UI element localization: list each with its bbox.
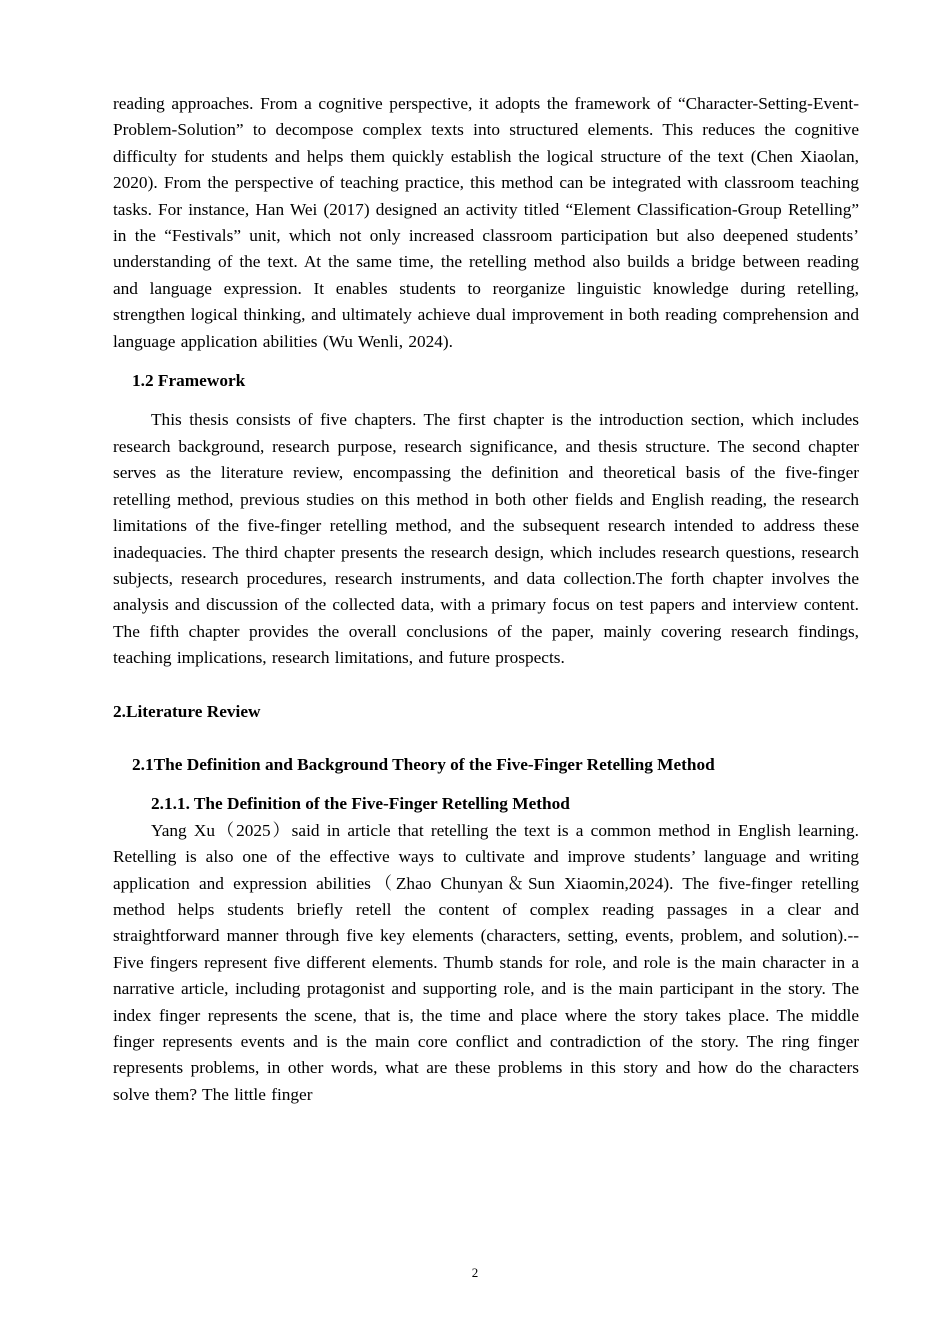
- body-paragraph-reading-approaches: reading approaches. From a cognitive perspective, it adopts the framework of “Character-Setting-Event-Problem-Solution” to decompose complex texts into structured elements. This reduces the cognitive difficulty for students and helps them quickly establish the logical structure of the text (Chen Xiaolan, 2020). From the perspective of teaching practice, this method can be integrated with classroom teaching tasks. For instance, Han Wei (2017) designed an activity titled “Element Classification-Group Retelling” in the “Festivals” unit, which not only increased classroom participation but also deepened students’ understanding of the text. At the same time, the retelling method also builds a bridge between reading and language expression. It enables students to reorganize linguistic knowledge during retelling, strengthen logical thinking, and ultimately achieve dual improvement in both reading comprehension and language application abilities (Wu Wenli, 2024).: [113, 94, 859, 351]
- document-page: [113, 91, 859, 1108]
- body-paragraph-five-finger-definition: Yang Xu（2025）said in article that retelling the text is a common method in English learning. Retelling is also one of the effective ways to cultivate and improve students’ language and writing application and expression abilities（Zhao Chunyan＆Sun Xiaomin,2024). The five-finger retelling method helps students briefly retell the content of complex reading passages in a clear and straightforward manner through five key elements (characters, setting, events, problem, and solution).--Five fingers represent five different elements. Thumb stands for role, and role is the main character in a narrative article, including protagonist and supporting role, and is the main participant in the story. The index finger represents the scene, that is, the time and place where the story takes place. The middle finger represents events and is the main core conflict and contradiction of the story. The ring finger represents problems, in other words, what are these problems in this story and how do the characters solve them? The little finger: [113, 820, 859, 1104]
- subsection-heading-definition: 2.1.1. The Definition of the Five-Finger Retelling Method: [151, 794, 570, 814]
- body-paragraph-thesis-structure: This thesis consists of five chapters. The first chapter is the introduction section, which includes research background, research purpose, research significance, and thesis structure. The second chapter serves as the literature review, encompassing the definition and theoretical basis of the five-finger retelling method, previous studies on this method in both other fields and English reading, the research limitations of the five-finger retelling method, and the subsequent research intended to address these inadequacies. The third chapter presents the research design, which includes research questions, research subjects, research procedures, research instruments, and data collection.The forth chapter involves the analysis and discussion of the collected data, with a primary focus on test papers and interview content. The fifth chapter provides the overall conclusions of the paper, mainly covering research findings, teaching implications, research limitations, and future prospects.: [113, 410, 859, 668]
- page-number: 2: [471, 1265, 479, 1280]
- section-heading-definition-background: 2.1The Definition and Background Theory of the Five-Finger Retelling Method: [132, 754, 715, 774]
- section-heading-framework: 1.2 Framework: [132, 371, 246, 391]
- chapter-heading-literature-review: 2.Literature Review: [113, 701, 261, 721]
